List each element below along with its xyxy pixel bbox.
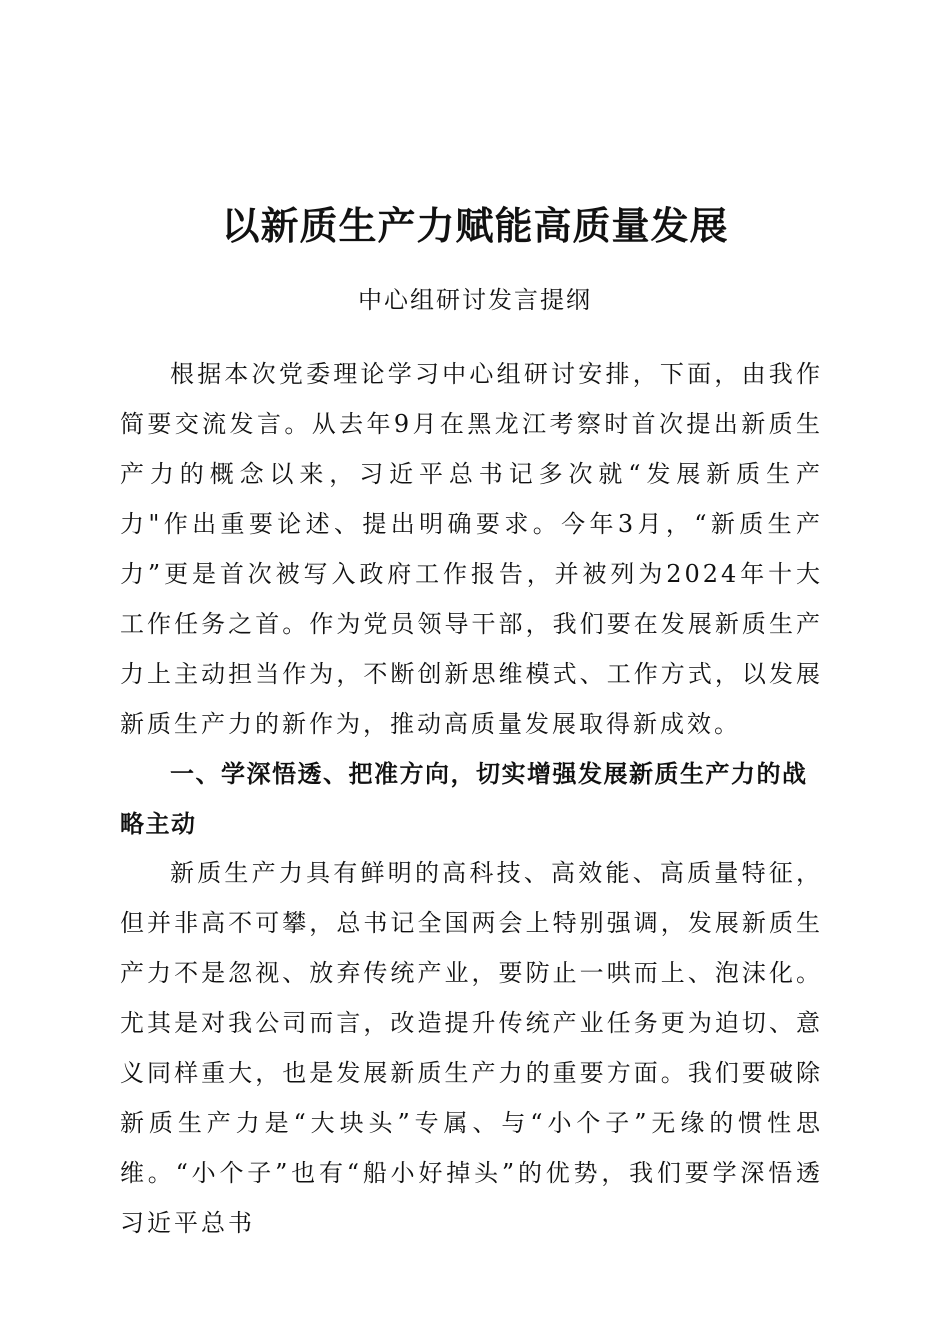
paragraph-intro: 根据本次党委理论学习中心组研讨安排，下面，由我作简要交流发言。从去年9月在黑龙江考察时首次提出新质生产力的概念以来，习近平总书记多次就“发展新质生产力"作出重要论述、提出明确要求。今年3月，“新质生产力”更是首次被写入政府工作报告，并被列为2024年十大工作任务之首。作为党员领导干部，我们要在发展新质生产力上主动担当作为，不断创新思维模式、工作方式，以发展新质生产力的新作为，推动高质量发展取得新成效。 [120, 360, 823, 738]
document-subtitle: 中心组研讨发言提纲 [358, 286, 592, 314]
section-heading-1: 一、学深悟透、把准方向，切实增强发展新质生产力的战略主动 [120, 760, 808, 838]
paragraph-section-1: 新质生产力具有鲜明的高科技、高效能、高质量特征，但并非高不可攀，总书记全国两会上特别强调，发展新质生产力不是忽视、放弃传统产业，要防止一哄而上、泡沫化。尤其是对我公司而言，改造提升传统产业任务更为迫切、意义同样重大，也是发展新质生产力的重要方面。我们要破除新质生产力是“大块头”专属、与“小个子”无缘的惯性思维。“小个子”也有“船小好掉头”的优势，我们要学深悟透习近平总书 [120, 859, 823, 1237]
document-title: 以新质生产力赋能高质量发展 [221, 204, 729, 248]
